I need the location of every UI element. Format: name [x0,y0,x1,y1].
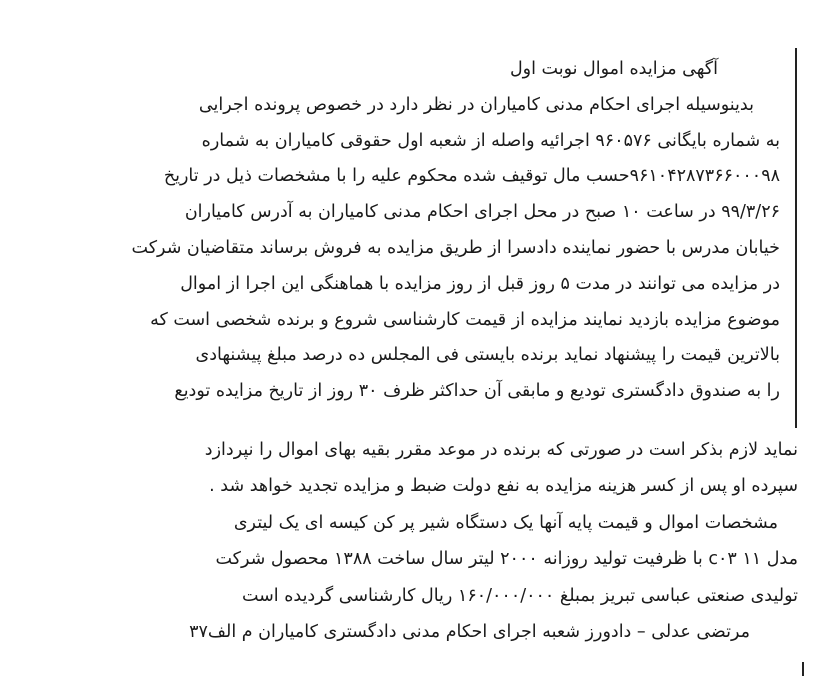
column-divider-line [795,48,797,428]
notice-main-column [72,52,780,410]
notice-continuation-line: سپرده او پس از کسر هزینه مزایده به نفع دولت ضبط و مزایده تجدید خواهد شد . [209,476,798,497]
notice-body-line: را به صندوق دادگستری تودیع و مابقی آن حداکثر ظرف ۳۰ روز از تاریخ مزایده تودیع [174,381,780,402]
notice-body-line: ۹۶۱۰۴۲۸۷۳۶۶۰۰۰۹۸حسب مال توقیف شده محکوم علیه را با مشخصات ذیل در تاریخ [163,166,780,187]
notice-body-line: در مزایده می توانند در مدت ۵ روز قبل از روز مزایده با هماهنگی این اجرا از اموال [180,273,780,294]
notice-body-line: خیابان مدرس با حضور نماینده دادسرا از طریق مزایده به فروش برساند متقاضیان شرکت [131,237,780,258]
notice-specs-line: تولیدی صنعتی عباسی تبریز بمبلغ ۱۶۰/۰۰۰/۰۰۰ ریال کارشناسی گردیده است [241,585,798,606]
notice-body-line: ۹۹/۳/۲۶ در ساعت ۱۰ صبح در محل اجرای احکام مدنی کامیاران به آدرس کامیاران [184,202,780,223]
notice-title: آگهی مزایده اموال نوبت اول [509,59,718,79]
notice-body-line: بالاترین قیمت را پیشنهاد نماید برنده بایستی فی المجلس ده درصد مبلغ پیشنهادی [195,345,780,366]
notice-specs-line: مدل c۰۳ ۱۱ با ظرفیت تولید روزانه ۲۰۰۰ لیتر سال ساخت ۱۳۸۸ محصول شرکت [215,549,798,570]
notice-specs-line: مشخصات اموال و قیمت پایه آنها یک دستگاه شیر پر کن کیسه ای یک لیتری [233,512,778,533]
notice-signature: مرتضی عدلی – دادورز شعبه اجرای احکام مدنی دادگستری کامیاران م الف۳۷ [189,622,750,643]
corner-mark-line [802,662,804,676]
notice-continuation-column [68,432,798,650]
notice-body-line: موضوع مزایده بازدید نمایند مزایده از قیمت کارشناسی شروع و برنده شخصی است که [150,309,780,330]
notice-body-line: بدینوسیله اجرای احکام مدنی کامیاران در نظر دارد در خصوص پرونده اجرایی [198,94,754,115]
notice-continuation-line: نماید لازم بذکر است در صورتی که برنده در موعد مقرر بقیه بهای اموال را نپردازد [204,440,798,460]
notice-body-line: به شماره بایگانی ۹۶۰۵۷۶ اجرائیه واصله از شعبه اول حقوقی کامیاران به شماره [201,130,780,151]
